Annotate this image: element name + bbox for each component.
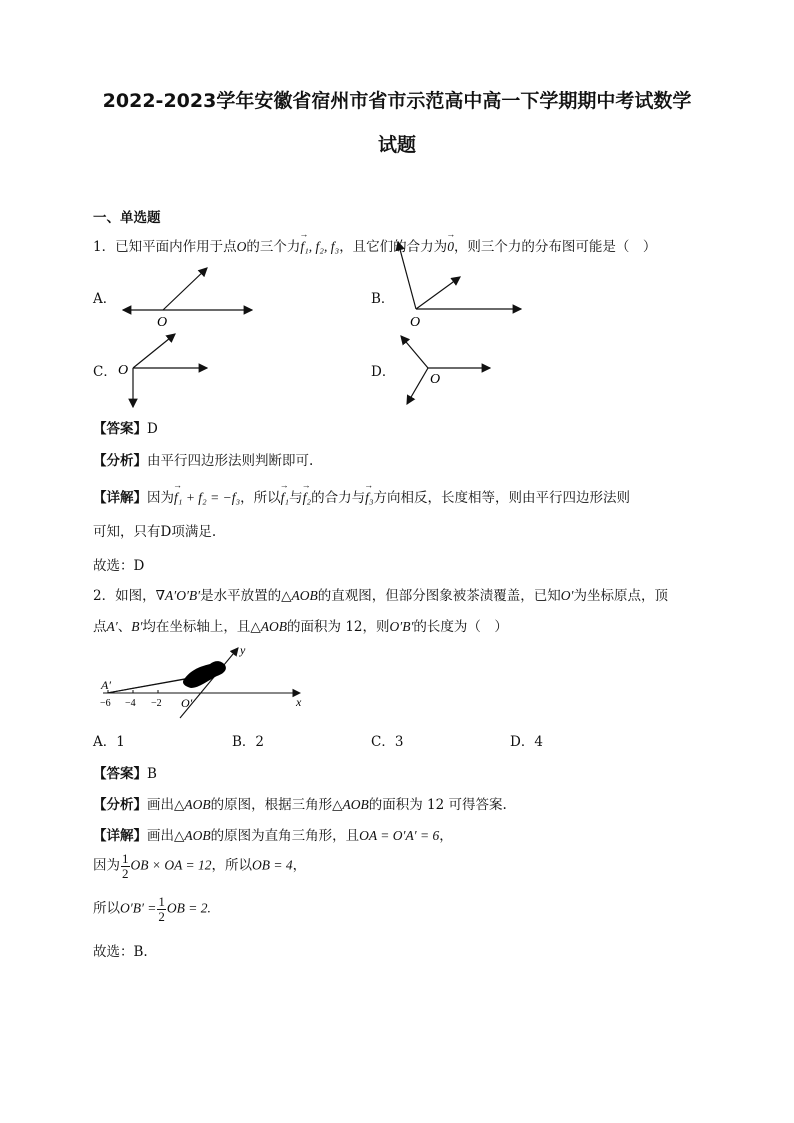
q1-detail: 【详解】因为→ f₁ + f₂ = −f₃，所以→ f₁与→ f₂的合力与→ f₃方向相反，长度相等，则由平行四边形法则 (93, 486, 630, 506)
q1-conclusion: 故选：D (93, 558, 145, 574)
q1-option-c-label: C． (93, 364, 117, 380)
fraction-half: $\frac{1}{2}$ (122, 851, 129, 881)
point-o: O (236, 239, 247, 254)
q1-a-point-label: O (157, 315, 168, 330)
q2-stem-cont: 点A′、B′均在坐标轴上，且△AOB的面积为 12，则O′B′的长度为（ ） (93, 619, 508, 635)
q2-equation-area: 因为 $\frac{1}{2}$ OB × OA = 12，所以OB = 4， (93, 851, 307, 881)
q1-option-b-figure (390, 232, 540, 332)
q2-stem: 2．如图，∇A′O′B′是水平放置的△AOB的直观图，但部分图象被茶渍覆盖，已知O′为坐标原点，顶 (93, 588, 668, 604)
label-x-axis: x (296, 695, 302, 709)
q1-option-a-label: A． (93, 291, 117, 307)
tick-neg4: −4 (125, 698, 136, 709)
q1-option-d-figure (393, 330, 503, 410)
q1-d-point-label: O (430, 372, 441, 387)
label-y-axis: y (240, 643, 246, 657)
q1-option-c-figure (115, 330, 225, 410)
q1-b-point-label: O (410, 315, 421, 330)
q2-analysis: 【分析】画出△AOB的原图，根据三角形△AOB的面积为 12 可得答案. (93, 797, 507, 813)
q2-option-b: B．2 (232, 734, 265, 750)
q1-number: 1． (93, 239, 116, 255)
label-a-prime: A′ (101, 678, 111, 692)
q2-option-a: A．1 (93, 734, 125, 750)
q2-detail: 【详解】画出△AOB的原图为直角三角形，且OA = O′A′ = 6， (93, 828, 453, 844)
q1-c-point-label: O (118, 363, 129, 378)
q2-equation-result: 所以O′B′ = $\frac{1}{2}$ OB = 2. (93, 894, 211, 924)
zero-vector: → 0 (447, 239, 454, 255)
q2-option-d: D．4 (510, 734, 543, 750)
q1-answer: 【答案】D (93, 421, 158, 437)
q1-analysis: 【分析】由平行四边形法则判断即可. (93, 453, 314, 469)
q1-stem: 1．已知平面内作用于点O的三个力→ f₁, f₂, f₃，且它们的合力为→ 0，则三个力的分布图可能是（ ） (93, 235, 656, 255)
q2-answer: 【答案】B (93, 766, 157, 782)
q1-detail-cont: 可知，只有D项满足. (93, 524, 217, 540)
section-header: 一、单选题 (93, 210, 161, 226)
tick-neg2: −2 (151, 698, 162, 709)
label-o-prime: O′ (181, 696, 193, 710)
tick-neg6: −6 (100, 698, 111, 709)
page-title-cont: 试题 (377, 134, 416, 156)
q2-option-c: C．3 (371, 734, 404, 750)
q2-figure (95, 640, 315, 720)
q1-option-b-label: B． (371, 291, 395, 307)
fraction-half-2: $\frac{1}{2}$ (158, 894, 165, 924)
q2-conclusion: 故选：B. (93, 944, 148, 960)
q1-equation: → f₁ + f₂ = −f₃ (174, 490, 240, 506)
q1-option-a-figure (115, 260, 265, 330)
forces-vector: → f₁, f₂, f₃ (300, 239, 339, 255)
tea-stain-blot (183, 661, 226, 688)
page-title: 2022-2023学年安徽省宿州市省市示范高中高一下学期期中考试数学 (102, 90, 692, 112)
q1-option-d-label: D． (371, 364, 396, 380)
q2-number: 2． (93, 588, 116, 604)
